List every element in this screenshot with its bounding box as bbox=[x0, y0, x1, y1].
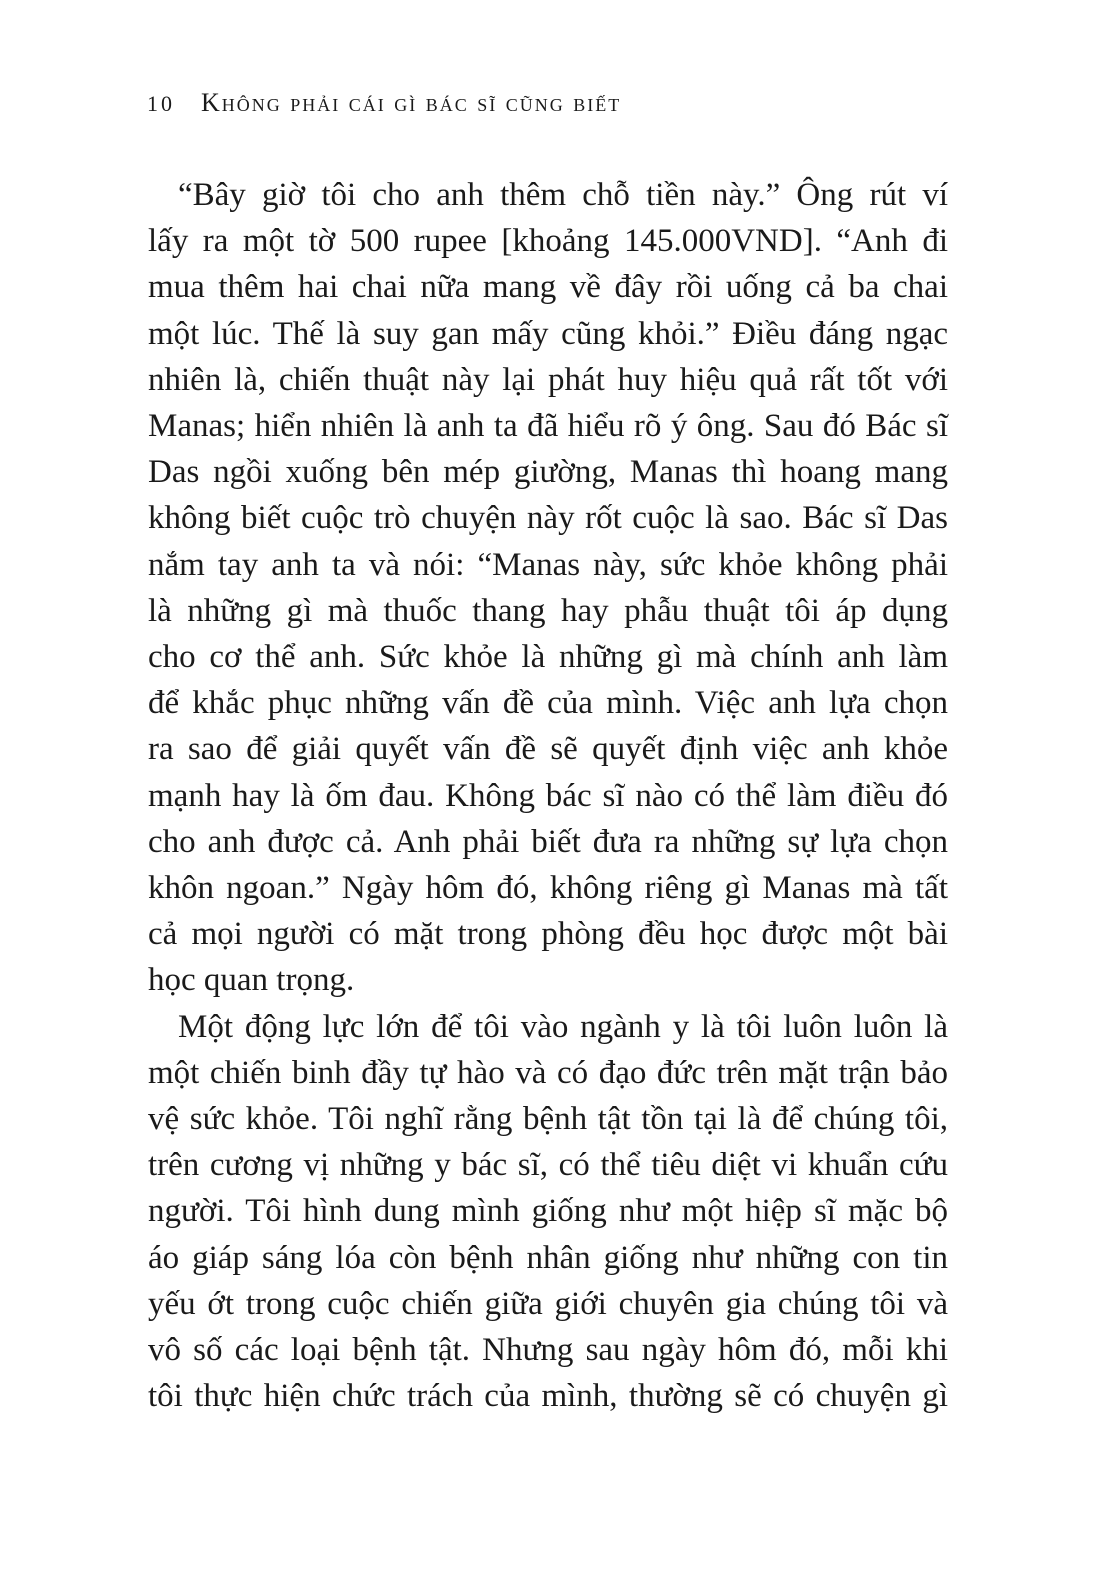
text-line: Một động lực lớn để tôi vào ngành y là tôi luôn luôn là bbox=[178, 1008, 948, 1045]
text-line: không biết cuộc trò chuyện này rốt cuộc là sao. Bác sĩ Das bbox=[148, 500, 948, 537]
text-line: mạnh hay là ốm đau. Không bác sĩ nào có thể làm điều đó bbox=[148, 777, 948, 814]
text-line: cho cơ thể anh. Sức khỏe là những gì mà chính anh làm bbox=[148, 639, 948, 676]
text-line: cho anh được cả. Anh phải biết đưa ra những sự lựa chọn bbox=[148, 823, 948, 860]
running-head bbox=[147, 88, 621, 118]
text-line: yếu ớt trong cuộc chiến giữa giới chuyên gia chúng tôi và bbox=[148, 1285, 948, 1322]
paragraph-1 bbox=[148, 172, 948, 1004]
text-line: người. Tôi hình dung mình giống như một hiệp sĩ mặc bộ bbox=[148, 1193, 948, 1230]
book-title: Không phải cái gì bác sĩ cũng biết bbox=[201, 88, 622, 117]
text-line: vệ sức khỏe. Tôi nghĩ rằng bệnh tật tồn tại là để chúng tôi, bbox=[148, 1101, 948, 1138]
text-line: lấy ra một tờ 500 rupee [khoảng 145.000VND]. “Anh đi bbox=[148, 223, 948, 260]
text-line: Manas; hiển nhiên là anh ta đã hiểu rõ ý ông. Sau đó Bác sĩ bbox=[148, 408, 948, 445]
page-number: 10 bbox=[147, 91, 175, 116]
text-line: Das ngồi xuống bên mép giường, Manas thì hoang mang bbox=[148, 454, 948, 491]
text-line: tôi thực hiện chức trách của mình, thường sẽ có chuyện gì bbox=[148, 1378, 948, 1415]
text-line: nhiên là, chiến thuật này lại phát huy hiệu quả rất tốt với bbox=[148, 361, 948, 398]
body-text bbox=[148, 172, 948, 1419]
text-line: “Bây giờ tôi cho anh thêm chỗ tiền này.” Ông rút ví bbox=[178, 177, 948, 213]
text-line: vô số các loại bệnh tật. Nhưng sau ngày hôm đó, mỗi khi bbox=[148, 1332, 948, 1369]
paragraph-2 bbox=[148, 1004, 948, 1420]
text-line: khôn ngoan.” Ngày hôm đó, không riêng gì Manas mà tất bbox=[148, 870, 948, 907]
text-line: một chiến binh đầy tự hào và có đạo đức trên mặt trận bảo bbox=[148, 1054, 948, 1091]
text-line: một lúc. Thế là suy gan mấy cũng khỏi.” Điều đáng ngạc bbox=[148, 315, 948, 352]
text-line: cả mọi người có mặt trong phòng đều học được một bài bbox=[148, 916, 948, 953]
text-line: để khắc phục những vấn đề của mình. Việc anh lựa chọn bbox=[148, 685, 948, 722]
text-line: áo giáp sáng lóa còn bệnh nhân giống như những con tin bbox=[148, 1239, 948, 1276]
text-line: mua thêm hai chai nữa mang về đây rồi uống cả ba chai bbox=[148, 269, 948, 306]
text-line: ra sao để giải quyết vấn đề sẽ quyết định việc anh khỏe bbox=[148, 731, 948, 768]
text-line: là những gì mà thuốc thang hay phẫu thuật tôi áp dụng bbox=[148, 592, 948, 629]
text-line: học quan trọng. bbox=[148, 962, 355, 999]
text-line: trên cương vị những y bác sĩ, có thể tiêu diệt vi khuẩn cứu bbox=[148, 1147, 948, 1184]
text-line: nắm tay anh ta và nói: “Manas này, sức khỏe không phải bbox=[148, 546, 948, 583]
